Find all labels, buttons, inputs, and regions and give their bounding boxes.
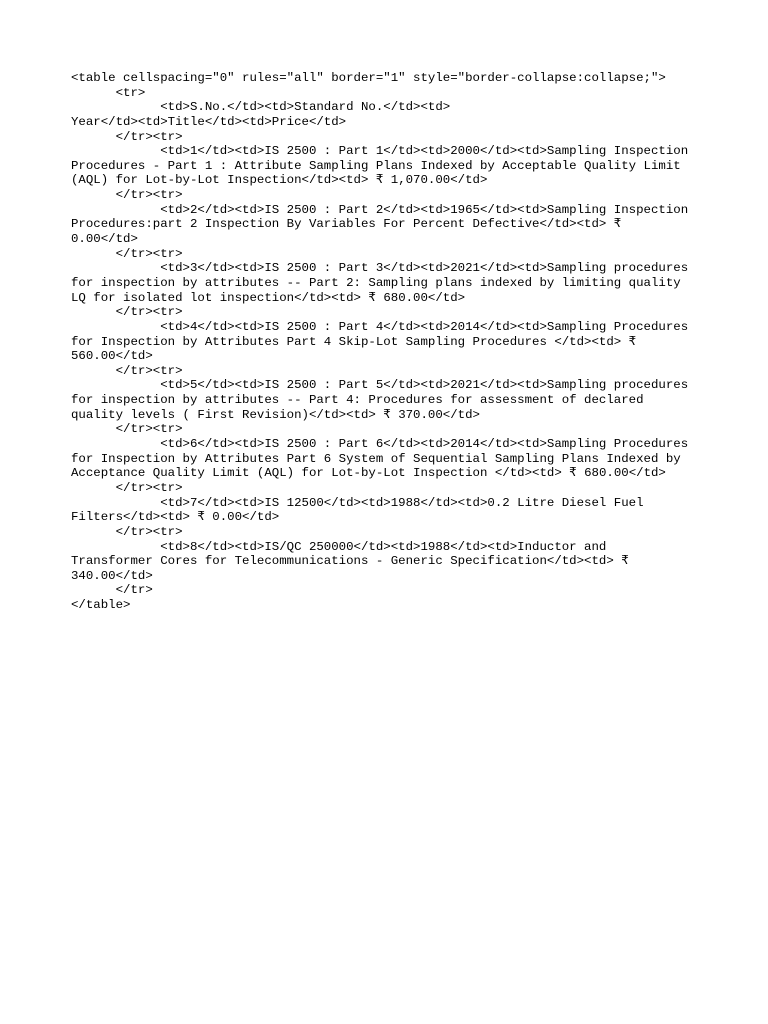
- source-line: 0.00</td>: [71, 232, 138, 247]
- source-line: <td>6</td><td>IS 2500 : Part 6</td><td>2014</td><td>Sampling Procedures: [71, 437, 689, 452]
- source-line: for Inspection by Attributes Part 4 Skip-Lot Sampling Procedures </td><td> ₹: [71, 334, 637, 349]
- source-line: <td>S.No.</td><td>Standard No.</td><td>: [71, 100, 451, 115]
- source-line: quality levels ( First Revision)</td><td> ₹ 370.00</td>: [71, 407, 480, 422]
- source-line: (AQL) for Lot-by-Lot Inspection</td><td> ₹ 1,070.00</td>: [71, 173, 488, 188]
- source-line: </tr><tr>: [71, 480, 183, 495]
- source-line: Acceptance Quality Limit (AQL) for Lot-by-Lot Inspection </td><td> ₹ 680.00</td>: [71, 466, 666, 481]
- source-line: Year</td><td>Title</td><td>Price</td>: [71, 114, 347, 129]
- source-line: </table>: [71, 598, 131, 613]
- source-line: </tr>: [71, 583, 153, 598]
- source-line: <tr>: [71, 85, 146, 100]
- source-line: <td>3</td><td>IS 2500 : Part 3</td><td>2021</td><td>Sampling procedures: [71, 261, 689, 276]
- source-line: <table cellspacing="0" rules="all" border="1" style="border-collapse:collapse;">: [71, 71, 666, 85]
- source-line: for Inspection by Attributes Part 6 System of Sequential Sampling Plans Indexed by: [71, 451, 681, 466]
- source-line: </tr><tr>: [71, 188, 183, 203]
- source-line: </tr><tr>: [71, 305, 183, 320]
- source-line: for inspection by attributes -- Part 4: Procedures for assessment of declared: [71, 393, 644, 408]
- source-line: LQ for isolated lot inspection</td><td> ₹ 680.00</td>: [71, 290, 466, 305]
- source-line: <td>2</td><td>IS 2500 : Part 2</td><td>1965</td><td>Sampling Inspection: [71, 202, 689, 217]
- source-line: </tr><tr>: [71, 524, 183, 539]
- source-line: <td>5</td><td>IS 2500 : Part 5</td><td>2021</td><td>Sampling procedures: [71, 378, 689, 393]
- source-line: </tr><tr>: [71, 422, 183, 437]
- source-line: <td>4</td><td>IS 2500 : Part 4</td><td>2014</td><td>Sampling Procedures: [71, 319, 689, 334]
- source-line: <td>1</td><td>IS 2500 : Part 1</td><td>2000</td><td>Sampling Inspection: [71, 144, 689, 159]
- source-line: Procedures:part 2 Inspection By Variables For Percent Defective</td><td> ₹: [71, 217, 622, 232]
- source-line: </tr><tr>: [71, 129, 183, 144]
- source-line: 340.00</td>: [71, 568, 153, 583]
- source-line: Transformer Cores for Telecommunications - Generic Specification</td><td> ₹: [71, 554, 629, 569]
- html-source-text: [71, 71, 711, 613]
- source-line: </tr><tr>: [71, 363, 183, 378]
- source-line: </tr><tr>: [71, 246, 183, 261]
- source-line: for inspection by attributes -- Part 2: Sampling plans indexed by limiting quality: [71, 275, 681, 290]
- source-line: Filters</td><td> ₹ 0.00</td>: [71, 510, 280, 525]
- source-line: 560.00</td>: [71, 349, 153, 364]
- source-line: <td>8</td><td>IS/QC 250000</td><td>1988</td><td>Inductor and: [71, 539, 607, 554]
- source-line: Procedures - Part 1 : Attribute Sampling Plans Indexed by Acceptable Quality Limit: [71, 158, 681, 173]
- source-line: <td>7</td><td>IS 12500</td><td>1988</td><td>0.2 Litre Diesel Fuel: [71, 495, 644, 510]
